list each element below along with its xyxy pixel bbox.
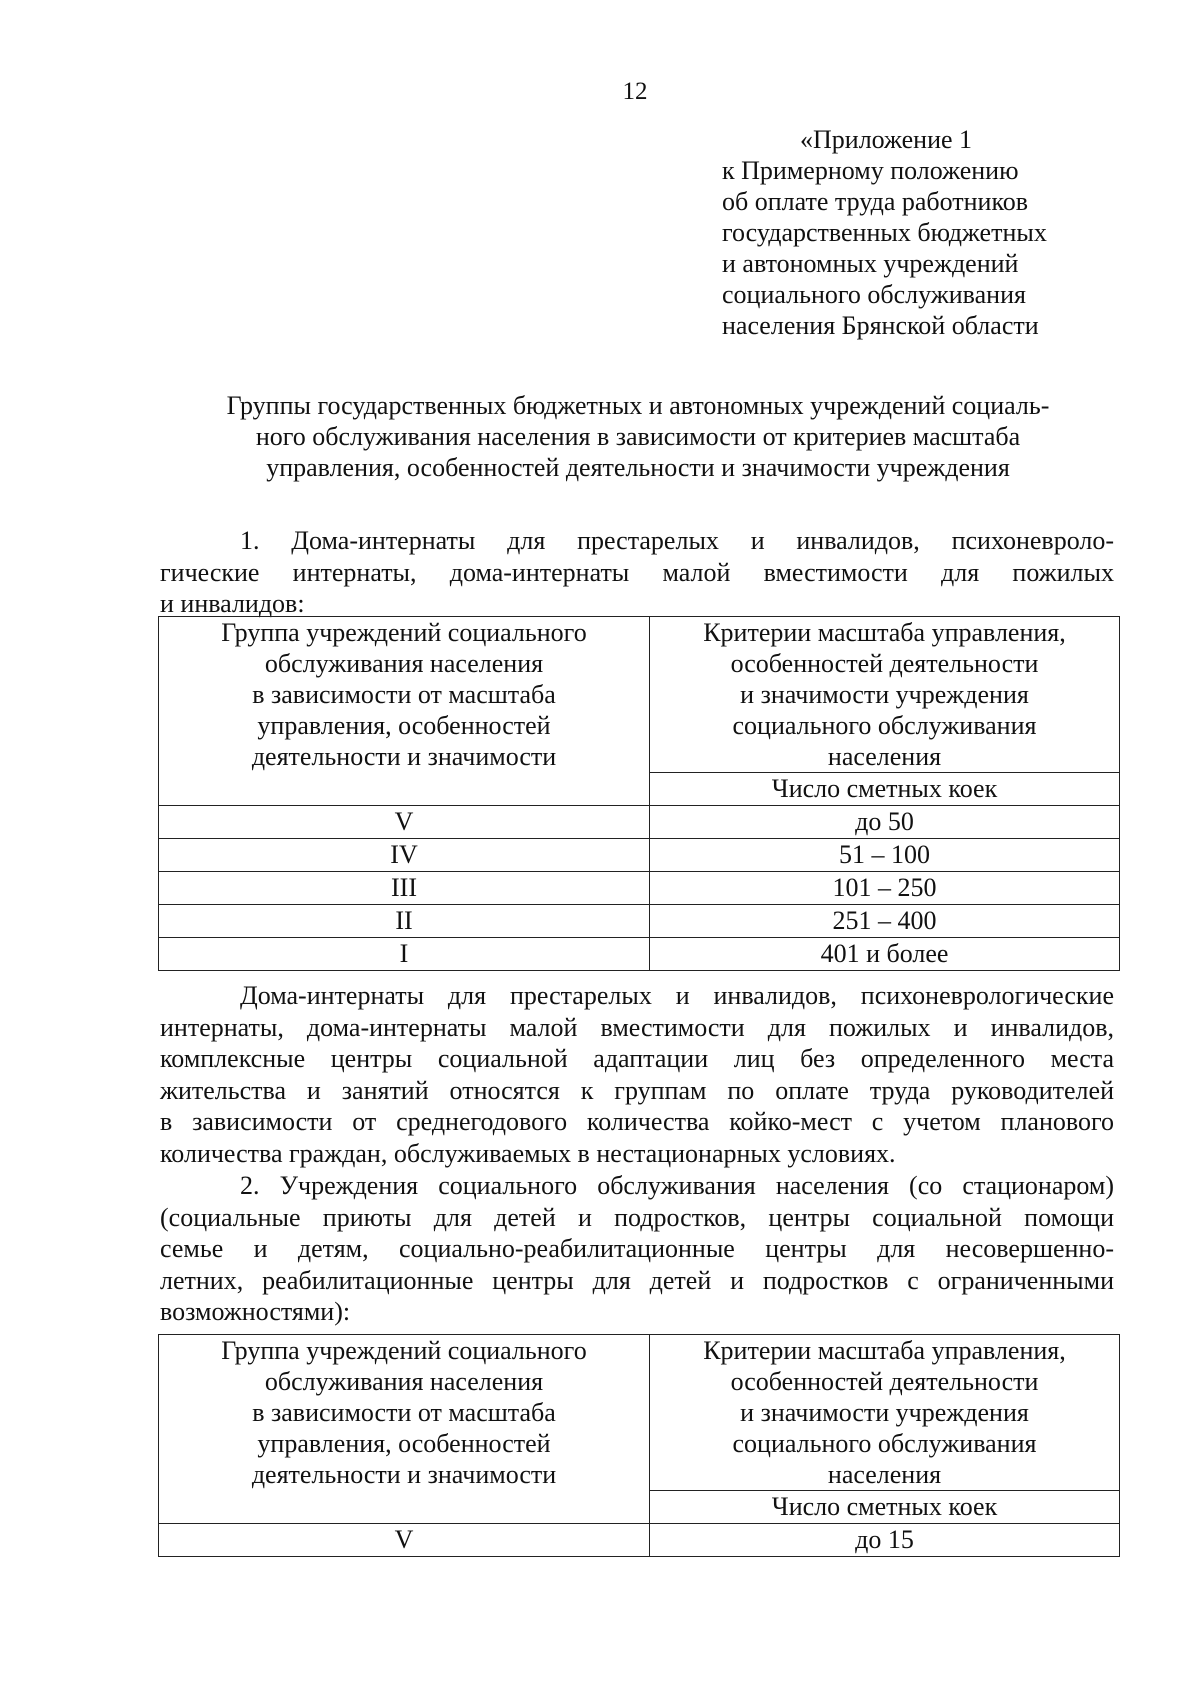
header-text: социального обслуживания xyxy=(732,711,1037,740)
text-line: 1. Дома-интернаты для престарелых и инвалидов, психоневроло- xyxy=(240,526,1114,555)
group-cell: III xyxy=(159,872,650,905)
text-line: гические интернаты, дома-интернаты малой вместимости для пожилых xyxy=(160,557,1114,587)
text-line: 2. Учреждения социального обслуживания населения (со стационаром) xyxy=(240,1171,1114,1200)
title-line: Группы государственных бюджетных и автономных учреждений социаль- xyxy=(226,391,1050,420)
value-cell: 251 – 400 xyxy=(650,905,1120,938)
table-groups-1 xyxy=(158,616,1120,971)
text-line: интернаты, дома-интернаты малой вместимости для пожилых и инвалидов, xyxy=(160,1012,1114,1042)
table-row xyxy=(159,872,1120,905)
header-text: управления, особенностей xyxy=(257,1429,551,1458)
text-line: (социальные приюты для детей и подростков, центры социальной помощи xyxy=(160,1202,1114,1232)
annex-line: и автономных учреждений xyxy=(722,249,1019,278)
header-text: и значимости учреждения xyxy=(740,680,1029,709)
page-number: 12 xyxy=(622,78,648,105)
header-text: управления, особенностей xyxy=(257,711,551,740)
header-criteria-cell xyxy=(650,617,1120,773)
group-cell: V xyxy=(159,806,650,839)
value-cell: 51 – 100 xyxy=(650,839,1120,872)
table-row xyxy=(159,839,1120,872)
text-line: возможностями): xyxy=(160,1297,351,1326)
section-1-intro xyxy=(160,525,1114,620)
subheader-cell: Число сметных коек xyxy=(650,773,1120,806)
group-cell: I xyxy=(159,938,650,971)
title-line: ного обслуживания населения в зависимости от критериев масштаба xyxy=(255,422,1021,451)
header-text: Группа учреждений социального xyxy=(221,1336,587,1365)
header-text: деятельности и значимости xyxy=(251,742,557,771)
text-line: в зависимости от среднегодового количества койко-мест с учетом планового xyxy=(160,1107,1114,1136)
annex-line: «Приложение 1 xyxy=(800,125,973,154)
header-text: в зависимости от масштаба xyxy=(252,680,556,709)
table-row xyxy=(159,1524,1120,1557)
table-header-row xyxy=(159,1335,1120,1491)
annex-line: к Примерному положению xyxy=(722,156,1019,185)
header-text: Критерии масштаба управления, xyxy=(703,1336,1066,1365)
text-line: комплексные центры социальной адаптации лиц без определенного места xyxy=(160,1044,1114,1073)
value-cell: до 50 xyxy=(650,806,1120,839)
table-row xyxy=(159,938,1120,971)
header-criteria-cell xyxy=(650,1335,1120,1491)
paragraph-after-table-1 xyxy=(160,980,1114,1169)
header-text: Критерии масштаба управления, xyxy=(703,618,1066,647)
header-text: Группа учреждений социального xyxy=(221,618,587,647)
section-2-intro xyxy=(160,1170,1114,1328)
table-header-row xyxy=(159,617,1120,773)
header-text: обслуживания населения xyxy=(264,649,544,678)
header-text: социального обслуживания xyxy=(732,1429,1037,1458)
title-line: управления, особенностей деятельности и значимости учреждения xyxy=(266,453,1010,482)
header-text: особенностей деятельности xyxy=(730,649,1039,678)
subheader-cell: Число сметных коек xyxy=(650,1491,1120,1524)
table-groups-2 xyxy=(158,1334,1120,1557)
group-cell: II xyxy=(159,905,650,938)
text-line: семье и детям, социально-реабилитационные центры для несовершенно- xyxy=(160,1234,1114,1263)
annex-line: об оплате труда работников xyxy=(722,187,1029,216)
header-text: населения xyxy=(827,1460,942,1489)
group-cell: V xyxy=(159,1524,650,1557)
header-text: особенностей деятельности xyxy=(730,1367,1039,1396)
header-text: в зависимости от масштаба xyxy=(252,1398,556,1427)
table-row xyxy=(159,905,1120,938)
table-row xyxy=(159,806,1120,839)
value-cell: 101 – 250 xyxy=(650,872,1120,905)
header-text: и значимости учреждения xyxy=(740,1398,1029,1427)
header-group-cell xyxy=(159,617,650,806)
annex-line: государственных бюджетных xyxy=(722,218,1047,247)
annex-reference xyxy=(722,124,1122,341)
value-cell: до 15 xyxy=(650,1524,1120,1557)
text-line: количества граждан, обслуживаемых в нестационарных условиях. xyxy=(160,1138,896,1168)
text-line: и инвалидов: xyxy=(160,589,305,618)
header-text: населения xyxy=(827,742,942,771)
text-line: Дома-интернаты для престарелых и инвалидов, психоневрологические xyxy=(240,981,1114,1010)
group-cell: IV xyxy=(159,839,650,872)
text-line: летних, реабилитационные центры для детей и подростков с ограниченными xyxy=(160,1265,1114,1295)
header-text: деятельности и значимости xyxy=(251,1460,557,1489)
value-cell: 401 и более xyxy=(650,938,1120,971)
text-line: жительства и занятий относятся к группам по оплате труда руководителей xyxy=(160,1075,1114,1105)
annex-line: социального обслуживания xyxy=(722,280,1026,309)
annex-line: населения Брянской области xyxy=(722,311,1039,340)
document-title xyxy=(160,390,1116,483)
header-group-cell xyxy=(159,1335,650,1524)
header-text: обслуживания населения xyxy=(264,1367,544,1396)
